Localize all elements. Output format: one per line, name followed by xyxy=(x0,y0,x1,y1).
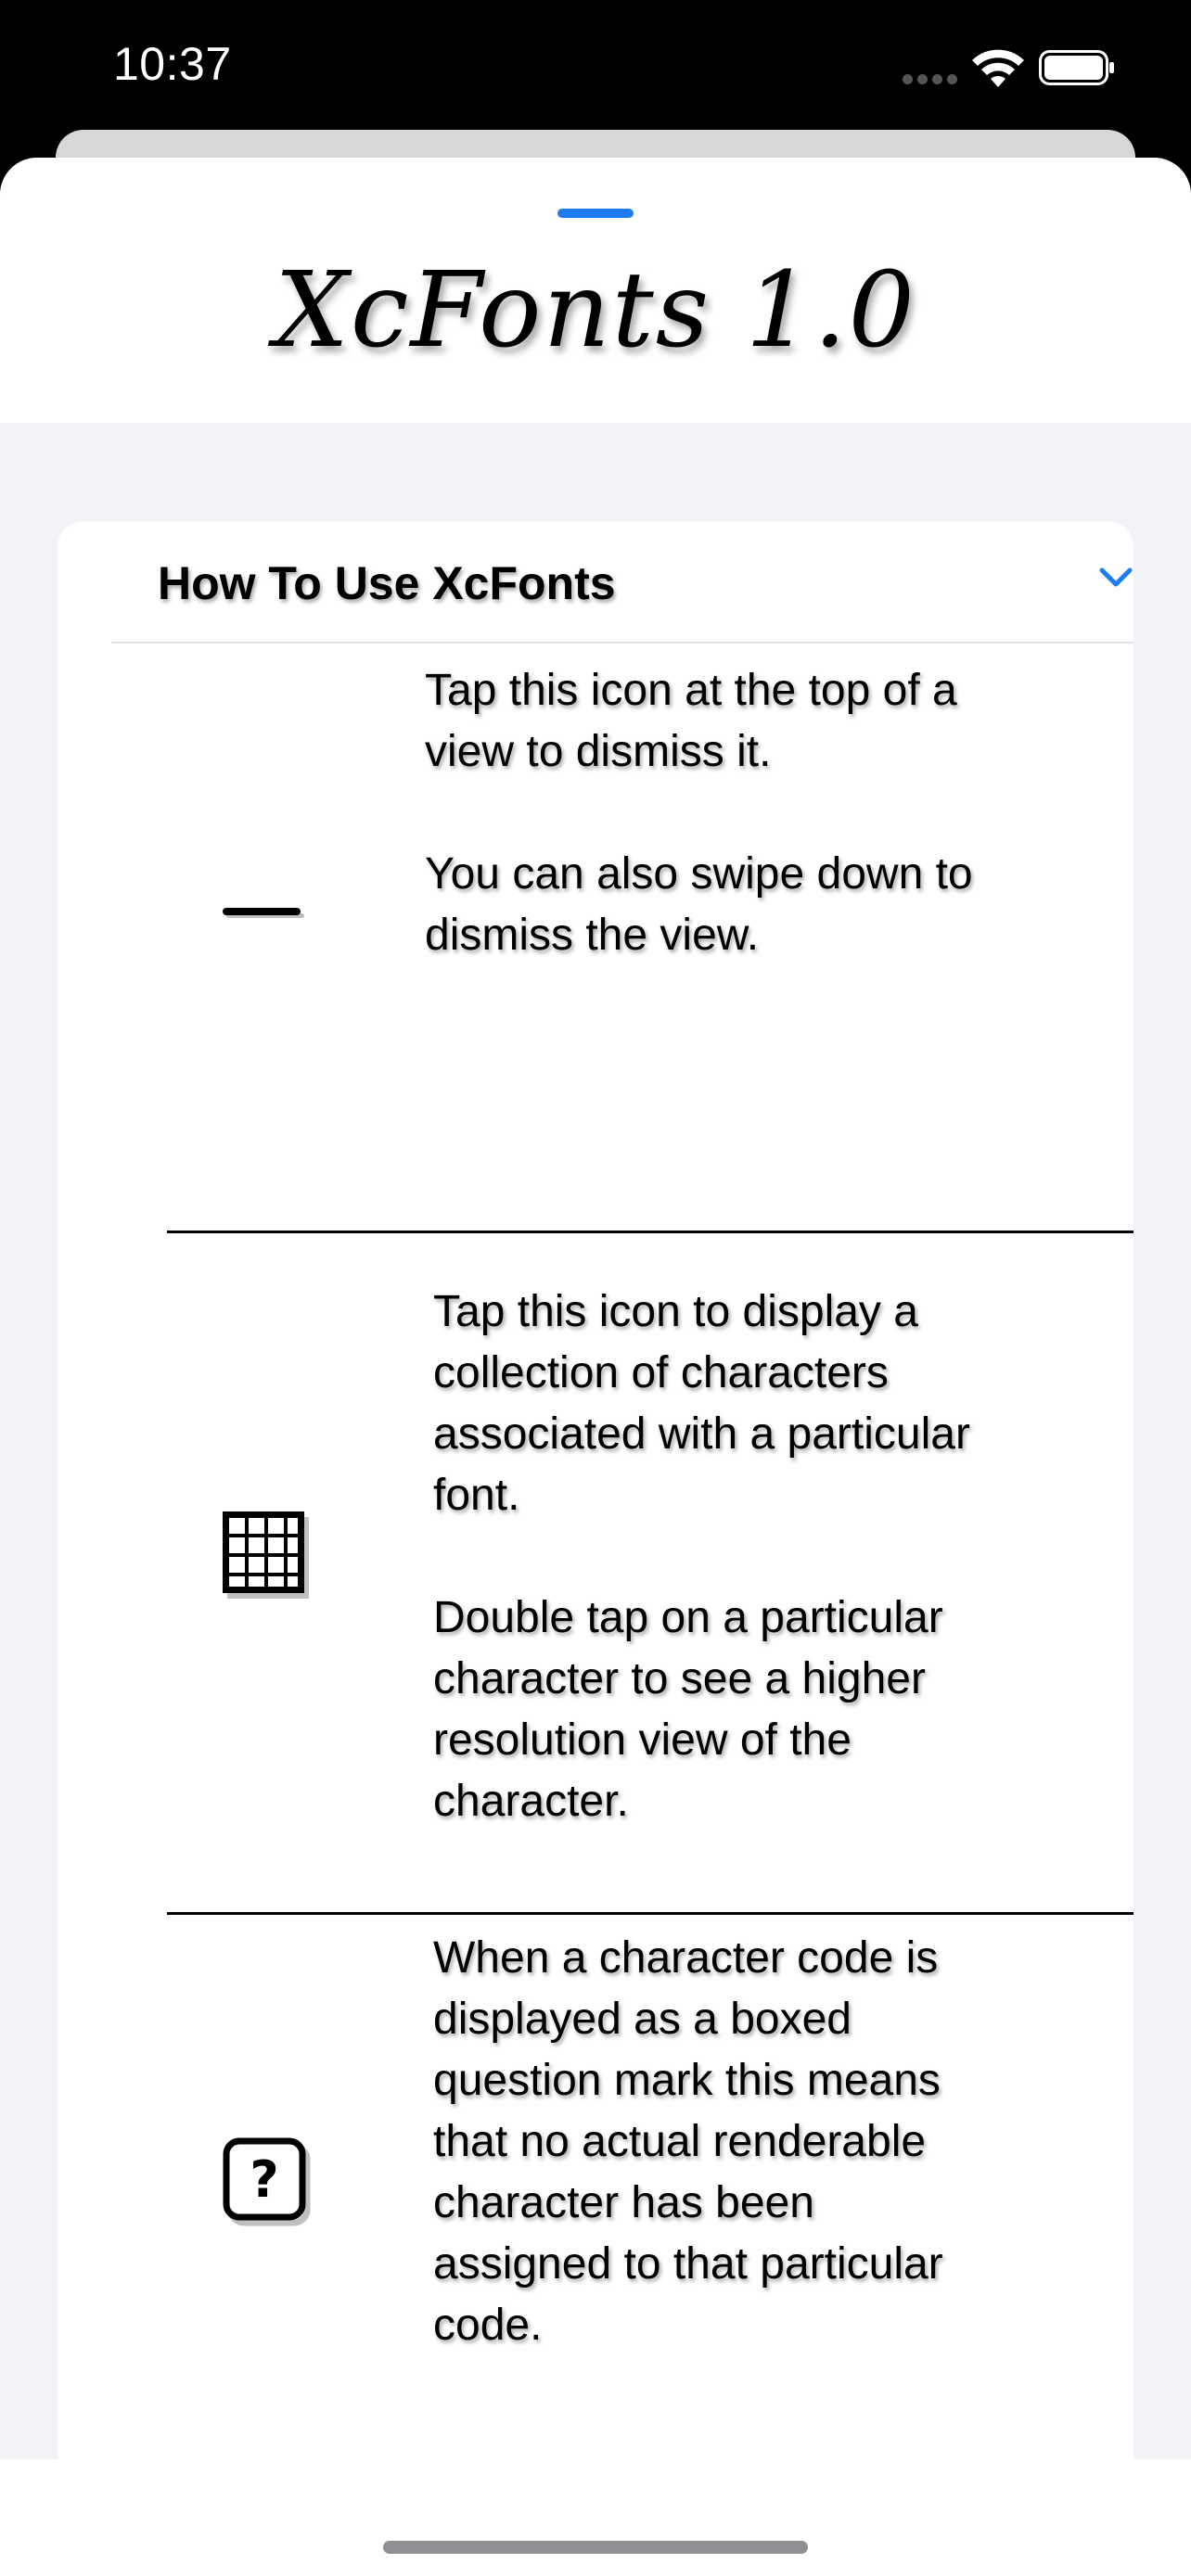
help-sheet[interactable] xyxy=(0,158,1191,2576)
bottom-bar xyxy=(0,2459,1191,2576)
item-text: Tap this icon to display a collection of characters associated with a particular font. Double tap on a particular character to see a higher resolution view of the character. xyxy=(433,1287,970,1826)
app-title: XcFonts 1.0 xyxy=(275,250,916,371)
dismiss-grabber[interactable] xyxy=(557,209,634,218)
item-text: Tap this icon at the top of a view to dismiss it. You can also swipe down to dismiss the view. xyxy=(425,666,973,960)
boxed-question-mark-icon xyxy=(223,2137,312,2228)
battery-icon xyxy=(1039,50,1115,85)
sheet-header xyxy=(0,158,1191,423)
section-title: How To Use XcFonts xyxy=(158,557,616,609)
svg-text:?: ? xyxy=(250,2150,279,2209)
list-item xyxy=(58,642,1133,1031)
status-bar xyxy=(0,0,1191,139)
grid-icon xyxy=(223,1511,314,1602)
cellular-signal-icon xyxy=(903,74,958,85)
item-text: When a character code is displayed as a boxed question mark this means that no actual renderable character has been assigned to that particular code. xyxy=(433,1933,943,2350)
wifi-icon xyxy=(970,46,1026,89)
section-header[interactable] xyxy=(111,521,1133,644)
chevron-down-icon[interactable] xyxy=(1098,566,1133,590)
list-item xyxy=(58,1915,1133,2471)
dash-icon xyxy=(221,906,304,919)
list-item xyxy=(58,1233,1133,1915)
how-to-use-section xyxy=(58,521,1133,2576)
home-indicator[interactable] xyxy=(383,2541,808,2554)
status-time: 10:37 xyxy=(113,38,232,90)
